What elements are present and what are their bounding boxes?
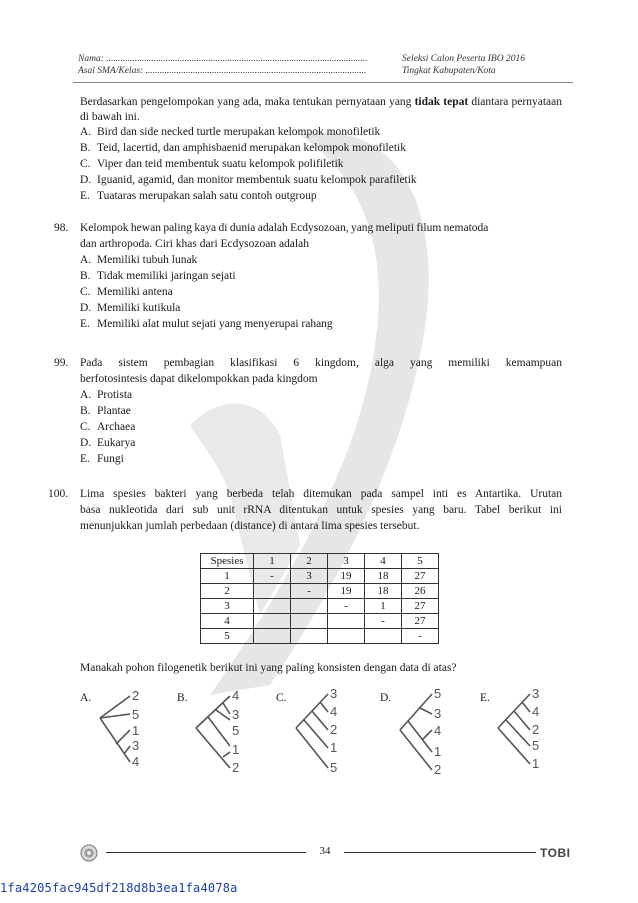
q99-option-d[interactable]: D. Eukarya [80, 437, 136, 449]
table-row [201, 614, 439, 629]
leaf-label: 2 [532, 722, 540, 737]
table-cell [328, 629, 365, 644]
q98-option-e[interactable]: E. Memiliki alat mulut sejati yang menyerupai rahang [80, 318, 333, 330]
q100-stem-line2: basa nukleotida dari sub unit rRNA ditentukan untuk spesies yang baru. Tabel berikut ini [80, 504, 562, 516]
leaf-label: 2 [330, 722, 338, 737]
table-row [201, 584, 439, 599]
exam-title: Seleksi Calon Peserta IBO 2016 [402, 54, 525, 64]
table-cell [291, 614, 328, 629]
table-header-cell: 1 [254, 554, 291, 569]
q100-stem-line3: menunjukkan jumlah perbedaan (distance) di antara lima spesies tersebut. [80, 520, 420, 532]
q98-number: 98. [54, 222, 69, 234]
q100-number: 100. [48, 488, 69, 500]
table-cell [328, 614, 365, 629]
table-cell: 4 [201, 614, 254, 629]
q98-option-d[interactable]: D. Memiliki kutikula [80, 302, 181, 314]
leaf-label: 2 [132, 688, 140, 703]
tree-d-diagram [394, 688, 454, 778]
table-cell [291, 599, 328, 614]
table-cell: 26 [402, 584, 439, 599]
table-header-cell: 5 [402, 554, 439, 569]
header-divider [73, 82, 573, 83]
table-row [201, 569, 439, 584]
table-cell: 27 [402, 599, 439, 614]
table-header-cell: Spesies [201, 554, 254, 569]
table-row [201, 629, 439, 644]
table-cell: 1 [365, 599, 402, 614]
leaf-label: 1 [532, 756, 540, 771]
leaf-label: 3 [330, 686, 338, 701]
footer-rule-right [344, 852, 536, 853]
table-cell: - [365, 614, 402, 629]
q99-option-b[interactable]: B. Plantae [80, 405, 131, 417]
leaf-label: 3 [132, 738, 140, 753]
tree-a-diagram [94, 688, 154, 778]
leaf-label: 5 [232, 723, 240, 738]
q98-option-b[interactable]: B. Tidak memiliki jaringan sejati [80, 270, 236, 282]
leaf-label: 3 [434, 706, 442, 721]
q99-number: 99. [54, 357, 69, 369]
tree-option-d[interactable] [394, 688, 454, 783]
table-cell: 18 [365, 584, 402, 599]
leaf-label: 1 [330, 740, 338, 755]
leaf-label: 2 [232, 760, 240, 775]
answer-a-label[interactable]: A. [80, 692, 92, 704]
answer-c-label[interactable]: C. [276, 692, 287, 704]
header-fields [78, 53, 390, 77]
leaf-label: 4 [330, 704, 338, 719]
exam-level: Tingkat Kabupaten/Kota [402, 66, 496, 76]
q99-option-e[interactable]: E. Fungi [80, 453, 124, 465]
table-header-cell: 3 [328, 554, 365, 569]
q100-question: Manakah pohon filogenetik berikut ini yang paling konsisten dengan data di atas? [80, 662, 457, 674]
q100-stem-line1: Lima spesies bakteri yang berbeda telah ditemukan pada sampel inti es Antartika. Urutan [80, 488, 562, 500]
table-cell: - [328, 599, 365, 614]
document-hash: 1fa4205fac945df218d8b3ea1fa4078a [0, 881, 238, 895]
q97-emphasis: tidak tepat [414, 96, 469, 108]
leaf-label: 5 [132, 707, 140, 722]
table-header-cell: 2 [291, 554, 328, 569]
table-cell: 5 [201, 629, 254, 644]
leaf-label: 3 [532, 686, 540, 701]
table-header-row [201, 554, 439, 569]
table-cell [365, 629, 402, 644]
table-cell: 3 [201, 599, 254, 614]
tree-option-b[interactable] [190, 688, 250, 783]
tree-option-e[interactable] [494, 688, 554, 783]
table-cell: - [402, 629, 439, 644]
answer-b-label[interactable]: B. [177, 692, 188, 704]
leaf-label: 4 [532, 704, 540, 719]
table-cell: 19 [328, 584, 365, 599]
table-cell [254, 614, 291, 629]
q97-option-e[interactable]: E. Tuataras merupakan salah satu contoh outgroup [80, 190, 317, 202]
school-field-label: Asal SMA/Kelas: ............................................................................................. [78, 66, 367, 76]
page-number: 34 [319, 845, 331, 857]
table-row [201, 599, 439, 614]
tree-c-diagram [290, 688, 350, 778]
leaf-label: 4 [232, 688, 240, 703]
table-cell [254, 584, 291, 599]
table-cell [254, 629, 291, 644]
table-cell: 2 [201, 584, 254, 599]
table-cell: 19 [328, 569, 365, 584]
leaf-label: 1 [434, 744, 442, 759]
q98-option-a[interactable]: A. Memiliki tubuh lunak [80, 254, 198, 266]
table-cell: 27 [402, 569, 439, 584]
table-cell: 18 [365, 569, 402, 584]
table-cell: - [291, 584, 328, 599]
leaf-label: 4 [434, 723, 442, 738]
q99-stem-line2: berfotosintesis dapat dikelompokkan pada kingdom [80, 373, 318, 385]
q98-stem-line2: dan arthropoda. Ciri khas dari Ecdysozoan adalah [80, 238, 309, 250]
distance-table [200, 553, 439, 644]
name-field-label: Nama: .............................................................................................................. [78, 54, 368, 64]
table-cell: 27 [402, 614, 439, 629]
tree-e-diagram [494, 688, 554, 778]
q99-option-c[interactable]: C. Archaea [80, 421, 136, 433]
leaf-label: 1 [132, 723, 140, 738]
answer-e-label[interactable]: E. [480, 692, 490, 704]
tobi-logo: TOBI [540, 846, 571, 860]
q97-option-c[interactable]: C. Viper dan teid membentuk suatu kelompok polifiletik [80, 158, 344, 170]
leaf-label: 2 [434, 762, 442, 777]
leaf-label: 1 [232, 742, 240, 757]
q97-stem: Berdasarkan pengelompokan yang ada, maka tentukan pernyataan yang tidak tepat diantara pernyataan di bawah ini. [80, 96, 562, 124]
leaf-label: 4 [132, 754, 140, 769]
table-cell [291, 629, 328, 644]
tree-option-a[interactable] [94, 688, 154, 783]
q99-stem-line1: Pada sistem pembagian klasifikasi 6 kingdom, alga yang memiliki kemampuan [80, 357, 562, 369]
table-cell [254, 599, 291, 614]
q98-option-c[interactable]: C. Memiliki antena [80, 286, 173, 298]
q97-option-b[interactable]: B. Teid, lacertid, dan amphisbaenid merupakan kelompok monofiletik [80, 142, 406, 154]
table-cell: 3 [291, 569, 328, 584]
institution-seal-icon [80, 844, 98, 862]
q98-stem-line1: Kelompok hewan paling kaya di dunia adalah Ecdysozoan, yang meliputi filum nematoda [80, 222, 489, 234]
answer-d-label[interactable]: D. [380, 692, 392, 704]
leaf-label: 3 [232, 707, 240, 722]
leaf-label: 5 [532, 738, 540, 753]
q99-option-a[interactable]: A. Protista [80, 389, 133, 401]
table-header-cell: 4 [365, 554, 402, 569]
header-title [402, 53, 572, 77]
table-cell: - [254, 569, 291, 584]
leaf-label: 5 [330, 760, 338, 775]
leaf-label: 5 [434, 686, 442, 701]
q97-option-a[interactable]: A. Bird dan side necked turtle merupakan kelompok monofiletik [80, 126, 381, 138]
tree-option-c[interactable] [290, 688, 350, 783]
q97-option-d[interactable]: D. Iguanid, agamid, dan monitor membentuk suatu kelompok parafiletik [80, 174, 417, 186]
footer-rule-left [106, 852, 306, 853]
tree-b-diagram [190, 688, 250, 778]
table-cell: 1 [201, 569, 254, 584]
